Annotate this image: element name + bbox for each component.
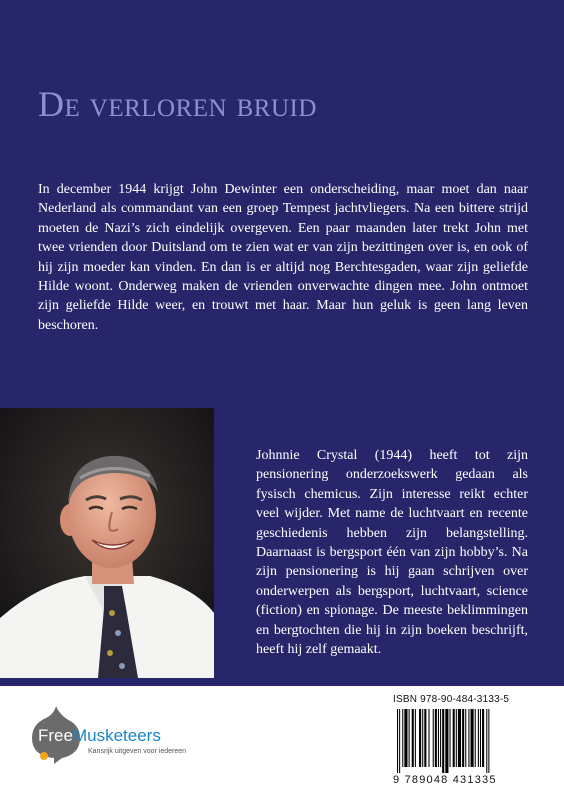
barcode-bars bbox=[397, 709, 529, 773]
author-bio: Johnnie Crystal (1944) heeft tot zijn pensionering onderzoekswerk gedaan als fysisch chemicus. Zijn interesse reikt echter veel wijder. Met name de luchtvaart en recente geschiedenis hebben zijn belangstelling. Daarnaast is bergsport één van zijn hobby’s. Na zijn pensionering is hij gaan schrijven over onderwerpen als bergsport, luchtvaart, science (fiction) en spionage. De meeste beklimmingen en bergtochten die hij in zijn boeken beschrijft, heeft hij zelf gemaakt. bbox=[256, 448, 528, 658]
barcode-bar bbox=[453, 709, 455, 767]
publisher-name bbox=[38, 726, 161, 746]
barcode-bar bbox=[415, 709, 416, 767]
publisher-logo bbox=[32, 706, 212, 776]
publisher-name-free: Free bbox=[38, 726, 73, 745]
barcode-bar bbox=[438, 709, 439, 767]
barcode-bar bbox=[450, 709, 451, 767]
barcode-bar bbox=[429, 709, 430, 767]
barcode-bar bbox=[486, 709, 487, 773]
barcode-bar bbox=[468, 709, 469, 767]
barcode-bar bbox=[456, 709, 457, 767]
isbn-barcode bbox=[393, 694, 533, 790]
author-portrait-illustration bbox=[0, 408, 214, 678]
author-photo bbox=[0, 408, 214, 678]
barcode-bar bbox=[424, 709, 426, 767]
isbn-number: ISBN 978-90-484-3133-5 bbox=[393, 694, 510, 705]
barcode-bar bbox=[465, 709, 466, 767]
barcode-bar bbox=[399, 709, 400, 773]
barcode-bar bbox=[412, 709, 414, 767]
publisher-tagline: Kansrijk uitgeven voor iedereen bbox=[88, 748, 187, 755]
book-blurb: In december 1944 krijgt John Dewinter een onderscheiding, maar moet dan naar Nederland als commandant van een groep Tempest jachtvliegers. Na een bittere strijd moeten de Nazi’s zich eindelijk overgeven. Een paar maanden later trekt John met twee vrienden door Duitsland om te zien wat er van zijn bezittingen over is, en ook of hij zijn moeder kan vinden. En dan is er altijd nog Berchtesgaden, waar zijn geliefde Hilde woont. Onderweg maken de vrienden onverwachte dingen mee. John ontmoet zijn geliefde Hilde weer, en trouwt met haar. Maar hun geluk is geen lang leven beschoren. bbox=[38, 182, 528, 333]
barcode-bar bbox=[482, 709, 484, 767]
barcode-digits: 9 789048 431335 bbox=[393, 774, 497, 786]
barcode-bar bbox=[445, 709, 448, 773]
barcode-bar bbox=[458, 709, 461, 767]
barcode-bar bbox=[397, 709, 398, 773]
barcode-bar bbox=[442, 709, 444, 773]
barcode-bar bbox=[475, 709, 476, 767]
barcode-bar bbox=[422, 709, 423, 767]
barcode-bar bbox=[462, 709, 464, 767]
barcode-bar bbox=[402, 709, 403, 767]
publisher-name-musketeers: Musketeers bbox=[72, 726, 161, 745]
barcode-bar bbox=[471, 709, 474, 767]
barcode-bar bbox=[478, 709, 479, 767]
barcode-bar bbox=[409, 709, 410, 767]
book-title: De verloren bruid bbox=[38, 84, 317, 124]
barcode-bar bbox=[480, 709, 481, 767]
barcode-bar bbox=[440, 709, 441, 767]
barcode-bar bbox=[404, 709, 407, 767]
cover-footer bbox=[0, 686, 564, 800]
barcode-bar bbox=[435, 709, 437, 767]
barcode-bar bbox=[433, 709, 434, 767]
barcode-bar bbox=[488, 709, 489, 773]
barcode-bar bbox=[419, 709, 421, 767]
